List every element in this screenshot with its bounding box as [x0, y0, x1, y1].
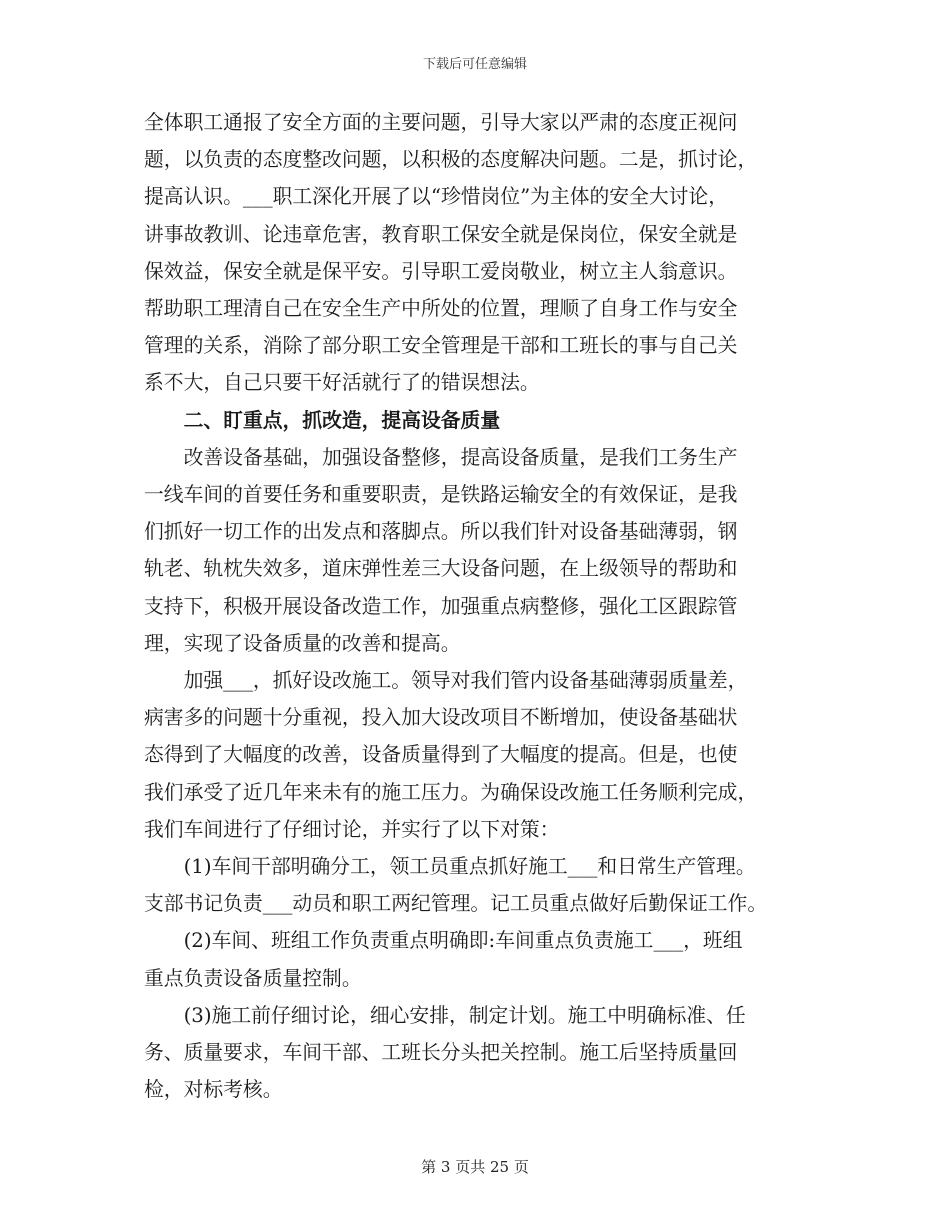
text-line: (3)施工前仔细讨论，细心安排，制定计划。施工中明确标准、任 — [183, 1003, 746, 1027]
text-line: 提高认识。___职工深化开展了以“珍惜岗位”为主体的安全大讨论， — [144, 185, 728, 209]
text-line: 轨老、轨枕失效多，道床弹性差三大设备问题，在上级领导的帮助和 — [144, 557, 738, 581]
text-line: 管理的关系，消除了部分职工安全管理是干部和工班长的事与自己关 — [144, 334, 738, 358]
page-number: 第 3 页共 25 页 — [421, 1158, 529, 1176]
text-line: 系不大，自己只要干好活就行了的错误想法。 — [144, 371, 540, 395]
text-line: 态得到了大幅度的改善，设备质量得到了大幅度的提高。但是，也使 — [144, 743, 738, 767]
text-line: 题，以负责的态度整改问题，以积极的态度解决问题。二是，抓讨论， — [144, 148, 758, 172]
text-line: 支持下，积极开展设备改造工作，加强重点病整修，强化工区跟踪管 — [144, 594, 738, 618]
text-line: 帮助职工理清自己在安全生产中所处的位置，理顺了自身工作与安全 — [144, 297, 738, 321]
text-line: 保效益，保安全就是保平安。引导职工爱岗敬业，树立主人翁意识。 — [144, 259, 738, 283]
text-line: 重点负责设备质量控制。 — [144, 966, 362, 990]
page-header: 下载后可任意编辑 — [422, 57, 527, 72]
text-line: 们抓好一切工作的出发点和落脚点。所以我们针对设备基础薄弱，钢 — [144, 520, 738, 544]
text-line: 检，对标考核。 — [144, 1078, 283, 1102]
text-line: 全体职工通报了安全方面的主要问题，引导大家以严肃的态度正视问 — [144, 111, 738, 134]
text-line: 理，实现了设备质量的改善和提高。 — [144, 631, 461, 655]
text-line: (1)车间干部明确分工，领工员重点抓好施工___和日常生产管理。 — [183, 855, 756, 879]
document-body — [144, 104, 812, 1108]
text-line: 一线车间的首要任务和重要职责，是铁路运输安全的有效保证，是我 — [144, 483, 738, 507]
text-line: (2)车间、班组工作负责重点明确即:车间重点负责施工___，班组 — [183, 929, 743, 953]
text-line: 病害多的问题十分重视，投入加大设改项目不断增加，使设备基础状 — [144, 706, 738, 730]
text-line: 支部书记负责___动员和职工两纪管理。记工员重点做好后勤保证工作。 — [144, 892, 768, 916]
text-line: 加强___，抓好设改施工。领导对我们管内设备基础薄弱质量差， — [183, 669, 748, 693]
text-line: 改善设备基础，加强设备整修，提高设备质量，是我们工务生产 — [183, 445, 738, 469]
section-heading: 二、盯重点，抓改造，提高设备质量 — [183, 407, 501, 432]
text-line: 我们承受了近几年来未有的施工压力。为确保设改施工任务顺利完成， — [144, 780, 758, 804]
text-line: 务、质量要求，车间干部、工班长分头把关控制。施工后坚持质量回 — [144, 1041, 738, 1065]
text-line: 讲事故教训、论违章危害，教育职工保安全就是保岗位，保安全就是 — [144, 222, 738, 246]
text-line: 我们车间进行了仔细讨论，并实行了以下对策： — [144, 817, 560, 841]
